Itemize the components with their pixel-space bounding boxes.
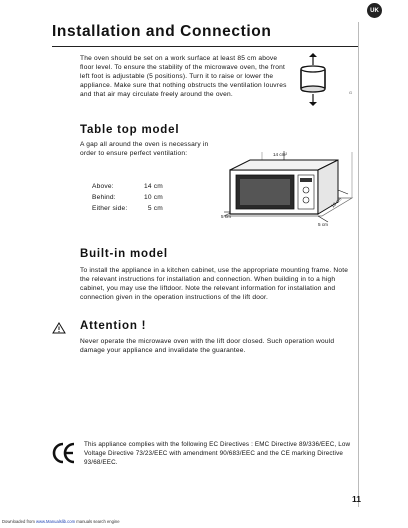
figure-reference: G (349, 90, 353, 95)
page-number: 11 (352, 494, 361, 504)
footer-prefix: Downloaded from (2, 519, 36, 524)
attention-heading: Attention ! (80, 320, 147, 332)
attention-text: Never operate the microwave oven with the lift door closed. Such operation would damage your appliance and invalidate the guarantee. (80, 338, 335, 354)
adjustable-foot-illustration (296, 52, 330, 108)
footer-link[interactable]: www.Manualslib.com (35, 519, 76, 524)
distance-label-behind: Behind: (92, 194, 116, 201)
label-right-gap: 5 cm (318, 222, 328, 227)
table-top-heading: Table top model (80, 124, 180, 136)
warning-icon (52, 322, 66, 334)
title-rule (52, 46, 358, 47)
uk-language-badge: UK (367, 3, 382, 18)
built-in-heading: Built-in model (80, 248, 168, 260)
table-top-text: A gap all around the oven is necessary in order to ensure perfect ventilation: (80, 141, 209, 157)
margin-rule (358, 22, 359, 507)
distance-label-above: Above: (92, 183, 114, 190)
label-above-gap: 14 cm² (273, 152, 288, 157)
download-footer (2, 519, 120, 524)
oven-clearance-diagram (222, 150, 358, 236)
label-back-gap: 10 cm (330, 196, 343, 209)
label-left-gap: 5 cm (221, 214, 231, 219)
distance-label-sides: Either side: (92, 205, 128, 212)
ce-mark-icon (52, 441, 76, 465)
intro-paragraph: The oven should be set on a work surface at least 85 cm above floor level. To ensure the stability of the microwave oven, the front left foot is adjustable (5 positions). Turn it to raise or lower the appliance. Make sure that nothing obstructs the ventilation louvres and that air may circulate freely around the oven. (80, 55, 287, 98)
page-title: Installation and Connection (52, 23, 272, 40)
ce-compliance-text: This appliance complies with the following EC Directives : EMC Directive 89/336/EEC, Low Voltage Directive 73/23/EEC with amendment 90/683/EEC and the CE marking Directive 93/68/EEC. (84, 441, 351, 466)
built-in-text: To install the appliance in a kitchen cabinet, use the appropriate mounting frame. Note the relevant instructions for installation and connection. When building in to a high cabinet, you may use the liftdoor. Note the relevant information for installation and connection given in the operation instructions of the lift door. (80, 267, 349, 301)
distance-value-behind: 10 cm (144, 194, 163, 201)
distance-value-above: 14 cm (144, 183, 163, 190)
distance-value-sides: 5 cm (147, 205, 163, 212)
footer-suffix: manuals search engine (75, 519, 120, 524)
